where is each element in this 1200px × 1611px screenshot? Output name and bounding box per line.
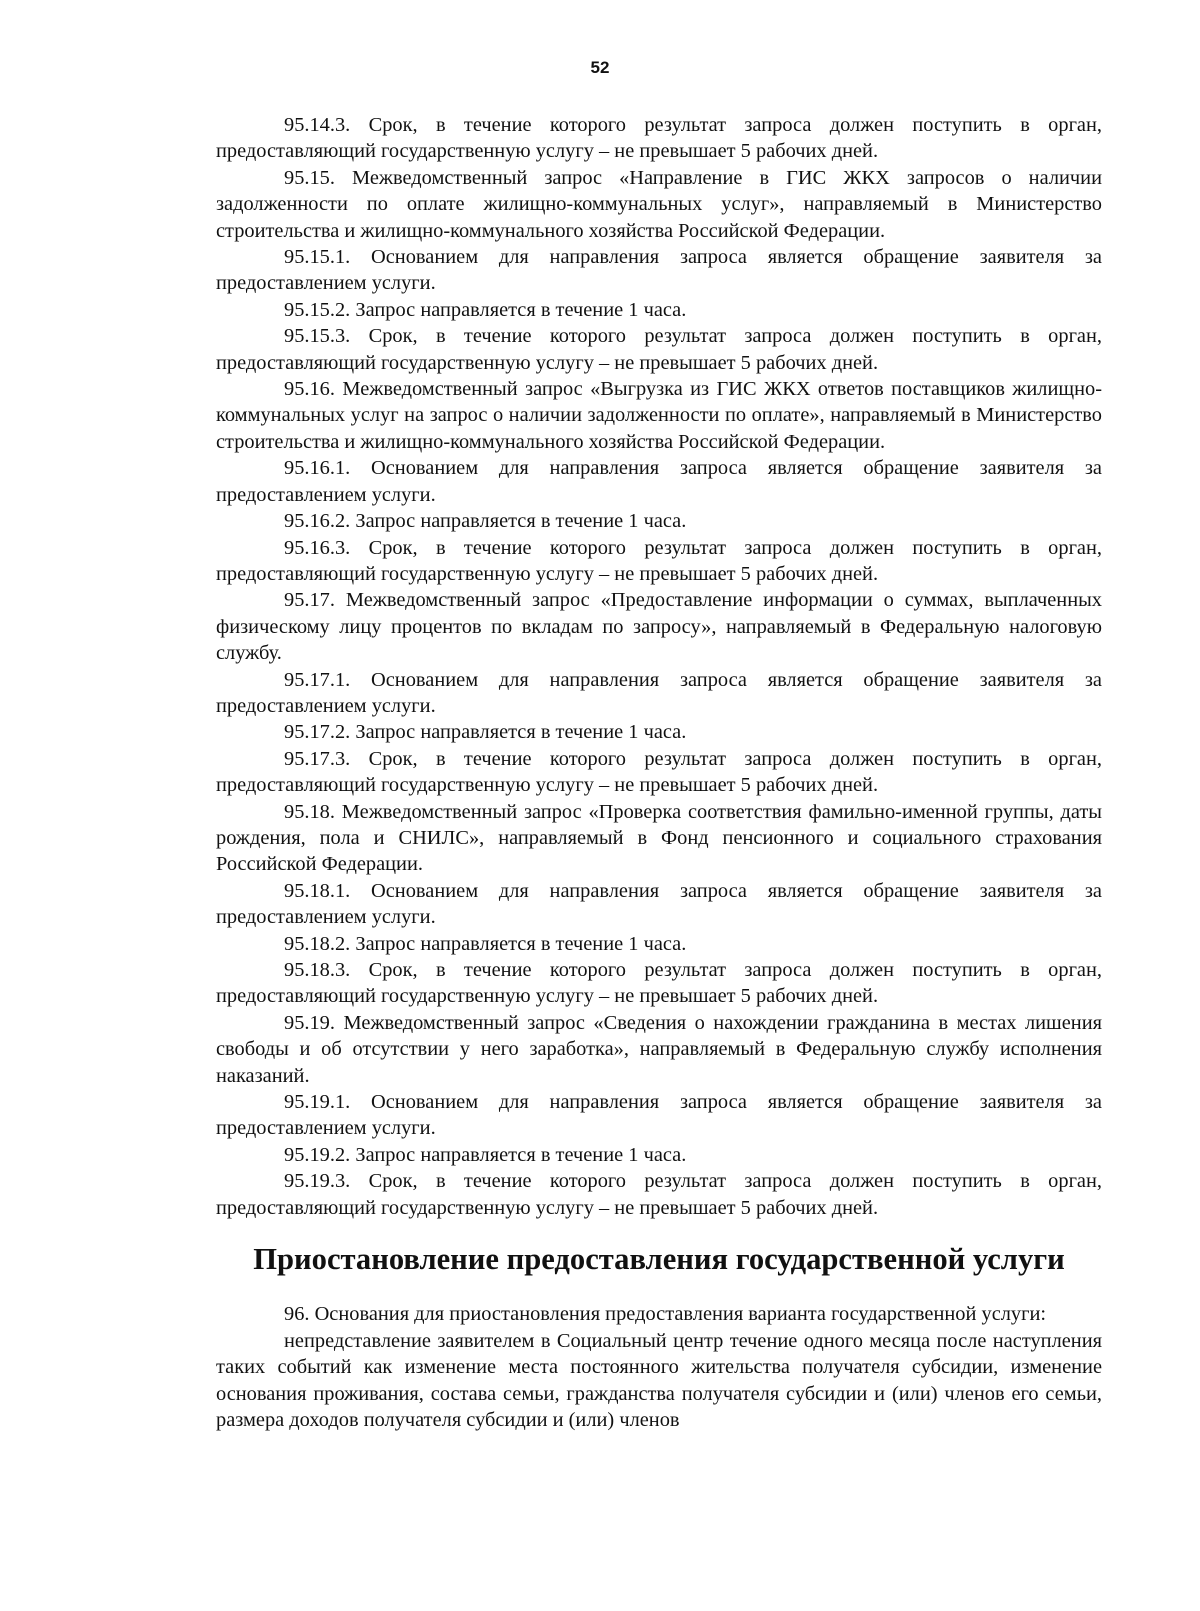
paragraph-95-16-1: 95.16.1. Основанием для направления запроса является обращение заявителя за предоставлением услуги.	[216, 457, 1102, 506]
paragraph-96-continuation: непредставление заявителем в Социальный центр течение одного месяца после наступления таких событий как изменение места постоянного жительства получателя субсидии, изменение основания проживания, состава семьи, гражданства получателя субсидии и (или) членов его семьи, размера доходов получателя субсидии и (или) членов	[216, 1329, 1102, 1432]
paragraph-95-15-1: 95.15.1. Основанием для направления запроса является обращение заявителя за предоставлением услуги.	[216, 246, 1102, 295]
paragraph-95-14-3: 95.14.3. Срок, в течение которого результат запроса должен поступить в орган, предоставляющий государственную услугу – не превышает 5 рабочих дней.	[216, 114, 1102, 163]
paragraph-95-18-2: 95.18.2. Запрос направляется в течение 1 часа.	[284, 932, 687, 955]
page-number: 52	[590, 58, 610, 77]
paragraph-95-19-1: 95.19.1. Основанием для направления запроса является обращение заявителя за предоставлением услуги.	[216, 1091, 1102, 1140]
document-body	[216, 112, 1102, 1434]
paragraph-95-15: 95.15. Межведомственный запрос «Направление в ГИС ЖКХ запросов о наличии задолженности по оплате жилищно-коммунальных услуг», направляемый в Министерство строительства и жилищно-коммунального хозяйства Российской Федерации.	[216, 166, 1102, 242]
paragraph-95-17-3: 95.17.3. Срок, в течение которого результат запроса должен поступить в орган, предоставляющий государственную услугу – не превышает 5 рабочих дней.	[216, 747, 1102, 797]
paragraph-95-19-2: 95.19.2. Запрос направляется в течение 1 часа.	[284, 1143, 687, 1166]
paragraph-95-17-2: 95.17.2. Запрос направляется в течение 1 часа.	[284, 721, 687, 744]
section-heading: Приостановление предоставления государственной услуги	[253, 1242, 1065, 1277]
paragraph-95-16-3: 95.16.3. Срок, в течение которого результат запроса должен поступить в орган, предоставляющий государственную услугу – не превышает 5 рабочих дней.	[216, 536, 1102, 585]
paragraph-95-19-3: 95.19.3. Срок, в течение которого результат запроса должен поступить в орган, предоставляющий государственную услугу – не превышает 5 рабочих дней.	[216, 1170, 1102, 1219]
paragraph-95-16-2: 95.16.2. Запрос направляется в течение 1 часа.	[284, 510, 687, 533]
paragraph-95-17: 95.17. Межведомственный запрос «Предоставление информации о суммах, выплаченных физическому лицу процентов по вкладам по запросу», направляемый в Федеральную налоговую службу.	[216, 589, 1102, 665]
paragraph-95-16: 95.16. Межведомственный запрос «Выгрузка из ГИС ЖКХ ответов поставщиков жилищно-коммунальных услуг на запрос о наличии задолженности по оплате», направляемый в Министерство строительства и жилищно-коммунального хозяйства Российской Федерации.	[216, 378, 1102, 453]
paragraph-96: 96. Основания для приостановления предоставления варианта государственной услуги:	[284, 1303, 1047, 1326]
paragraph-95-15-3: 95.15.3. Срок, в течение которого результат запроса должен поступить в орган, предоставляющий государственную услугу – не превышает 5 рабочих дней.	[216, 325, 1102, 374]
paragraph-95-17-1: 95.17.1. Основанием для направления запроса является обращение заявителя за предоставлением услуги.	[216, 668, 1102, 717]
paragraph-95-18-3: 95.18.3. Срок, в течение которого результат запроса должен поступить в орган, предоставляющий государственную услугу – не превышает 5 рабочих дней.	[216, 959, 1102, 1008]
paragraph-95-18-1: 95.18.1. Основанием для направления запроса является обращение заявителя за предоставлением услуги.	[216, 879, 1102, 929]
paragraph-95-19: 95.19. Межведомственный запрос «Сведения о нахождении гражданина в местах лишения свободы и об отсутствии у него заработка», направляемый в Федеральную службу исполнения наказаний.	[216, 1011, 1102, 1087]
paragraph-95-18: 95.18. Межведомственный запрос «Проверка соответствия фамильно-именной группы, даты рождения, пола и СНИЛС», направляемый в Фонд пенсионного и социального страхования Российской Федерации.	[216, 800, 1102, 876]
paragraph-95-15-2: 95.15.2. Запрос направляется в течение 1 часа.	[284, 298, 687, 321]
